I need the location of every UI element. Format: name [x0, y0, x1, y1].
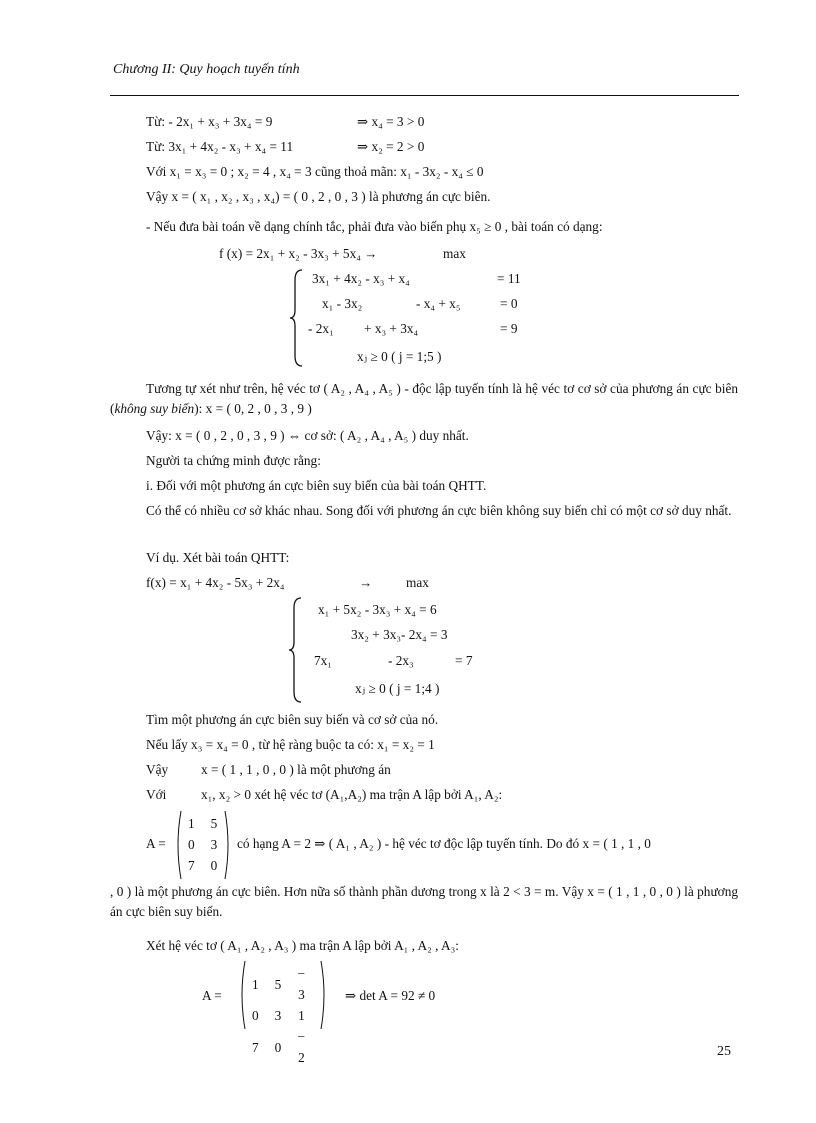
text-line: có hạng A = 2 ⇒ ( A₁ , A₂ ) - hệ véc tơ độc lập tuyến tính. Do đó x = ( 1 , 1 , 0 [237, 836, 651, 851]
text-line: Vậy x = ( x₁ , x₂ , x₃ , x₄) = ( 0 , 2 , 0 , 3 ) là phương án cực biên. [146, 189, 491, 204]
constraint-2-mid: - x₄ + x₅ [416, 296, 461, 311]
page-number: 25 [717, 1044, 731, 1059]
matrix-cell: 0 [252, 1008, 259, 1023]
matrix-cell: 1 [188, 816, 195, 831]
matrix-cell: 7 [252, 1039, 259, 1055]
equation-result: ⇒ x₄ = 3 > 0 [357, 114, 425, 129]
constraint-3-lhs: - 2x₁ [308, 321, 334, 336]
matrix-row [180, 813, 225, 834]
matrix-cell: 1 [298, 1008, 305, 1023]
matrix-cell: 1 [252, 976, 259, 992]
constraint-2-rhs: = 0 [500, 296, 518, 311]
constraint-3-rhs: = 7 [455, 653, 473, 668]
text-line: Tìm một phương án cực biên suy biến và cơ sở của nó. [146, 712, 439, 727]
constraint-1-lhs: 3x₁ + 4x₂ - x₃ + x₄ [312, 271, 410, 286]
text-line: Vậy [146, 762, 169, 777]
text-line: Xét hệ véc tơ ( A₁ , A₂ , A₃ ) ma trận A lập bởi A₁ , A₂ , A₃: [146, 938, 459, 953]
system-brace [287, 596, 305, 704]
constraint-1: x₁ + 5x₂ - 3x₃ + x₄ = 6 [318, 602, 437, 617]
text-line: Với x₁ = x₃ = 0 ; x₂ = 4 , x₄ = 3 cũng thoả mãn: x₁ - 3x₂ - x₄ ≤ 0 [146, 164, 484, 179]
nonneg-constraint: xⱼ ≥ 0 ( j = 1;4 ) [355, 681, 440, 696]
matrix-row [244, 1005, 313, 1026]
matrix-cell: 3 [210, 837, 218, 852]
chapter-header: Chương II: Quy hoạch tuyến tính [113, 62, 300, 77]
system-brace [288, 268, 306, 368]
constraint-2-lhs: x₁ - 3x₂ [322, 296, 363, 311]
objective-max: max [443, 246, 466, 261]
matrix-cell: 5 [274, 976, 282, 992]
text-line: - Nếu đưa bài toán về dạng chính tắc, phải đưa vào biến phụ x₅ ≥ 0 , bài toán có dạng: [146, 219, 603, 234]
matrix-cell: 0 [210, 858, 218, 873]
objective-arrow: → [359, 575, 373, 590]
text-line: Ví dụ. Xét bài toán QHTT: [146, 550, 290, 565]
text-line: x = ( 1 , 1 , 0 , 0 ) là một phương án [201, 762, 391, 777]
text-line: Với [146, 787, 167, 802]
text-line: Người ta chứng minh được rằng: [146, 453, 321, 468]
matrix-row [180, 834, 225, 855]
constraint-3-lhs: 7x₁ [314, 653, 332, 668]
equation-result: ⇒ x₂ = 2 > 0 [357, 139, 425, 154]
matrix-cell: − 2 [297, 1029, 305, 1065]
text-line: Nếu lấy x₃ = x₄ = 0 , từ hệ ràng buộc ta có: x₁ = x₂ = 1 [146, 737, 435, 752]
text-line: i. Đối với một phương án cực biên suy biến của bài toán QHTT. [146, 478, 487, 493]
matrix-cell: 0 [188, 837, 195, 852]
matrix-row [180, 855, 225, 876]
objective-function: f(x) = x₁ + 4x₂ - 5x₃ + 2x₄ [146, 575, 285, 590]
matrix-cell: 5 [210, 816, 218, 831]
objective-function: f (x) = 2x₁ + x₂ - 3x₃ + 5x₄ → [219, 246, 378, 261]
paragraph: Tương tự xét như trên, hệ véc tơ ( A₂ , A₄ , A₅ ) - độc lập tuyến tính là hệ véc tơ cơ sở của phương án cực biên (không suy biến): x = ( 0, 2 , 0 , 3 , 9 ) [110, 381, 738, 416]
constraint-1-rhs: = 11 [497, 271, 521, 286]
header-rule [110, 95, 739, 96]
equation-line: Từ: - 2x₁ + x₃ + 3x₄ = 9 [146, 114, 273, 129]
matrix-label: A = [146, 836, 166, 851]
matrix-row [244, 963, 313, 1005]
matrix-cell: 0 [274, 1039, 282, 1055]
constraint-3-mid: + x₃ + 3x₄ [364, 321, 419, 336]
constraint-2: 3x₂ + 3x₃- 2x₄ = 3 [351, 627, 448, 642]
matrix-cell: − 3 [297, 966, 305, 1002]
nonneg-constraint: xⱼ ≥ 0 ( j = 1;5 ) [357, 349, 442, 364]
paragraph: , 0 ) là một phương án cực biên. Hơn nữa số thành phần dương trong x là 2 < 3 = m. Vậy x = ( 1 , 1 , 0 , 0 ) là phương án cực biên suy biến. [110, 884, 738, 919]
text-line: x₁, x₂ > 0 xét hệ véc tơ (A₁,A₂) ma trận A lập bởi A₁, A₂: [201, 787, 503, 802]
equation-line: Từ: 3x₁ + 4x₂ - x₃ + x₄ = 11 [146, 139, 294, 154]
matrix-cell: 7 [188, 858, 195, 873]
matrix-label: A = [202, 988, 222, 1003]
matrix-row [244, 1026, 313, 1068]
paragraph: Có thể có nhiều cơ sở khác nhau. Song đối với phương án cực biên không suy biến chỉ có một cơ sở duy nhất. [146, 503, 732, 518]
text-line: Vậy: x = ( 0 , 2 , 0 , 3 , 9 ) ⇔ cơ sở: ( A₂ , A₄ , A₅ ) duy nhất. [146, 428, 469, 443]
matrix-cell: 3 [274, 1008, 282, 1023]
objective-max: max [406, 575, 429, 590]
constraint-3-rhs: = 9 [500, 321, 518, 336]
constraint-3-mid: - 2x₃ [388, 653, 414, 668]
determinant-result: ⇒ det A = 92 ≠ 0 [345, 988, 436, 1003]
